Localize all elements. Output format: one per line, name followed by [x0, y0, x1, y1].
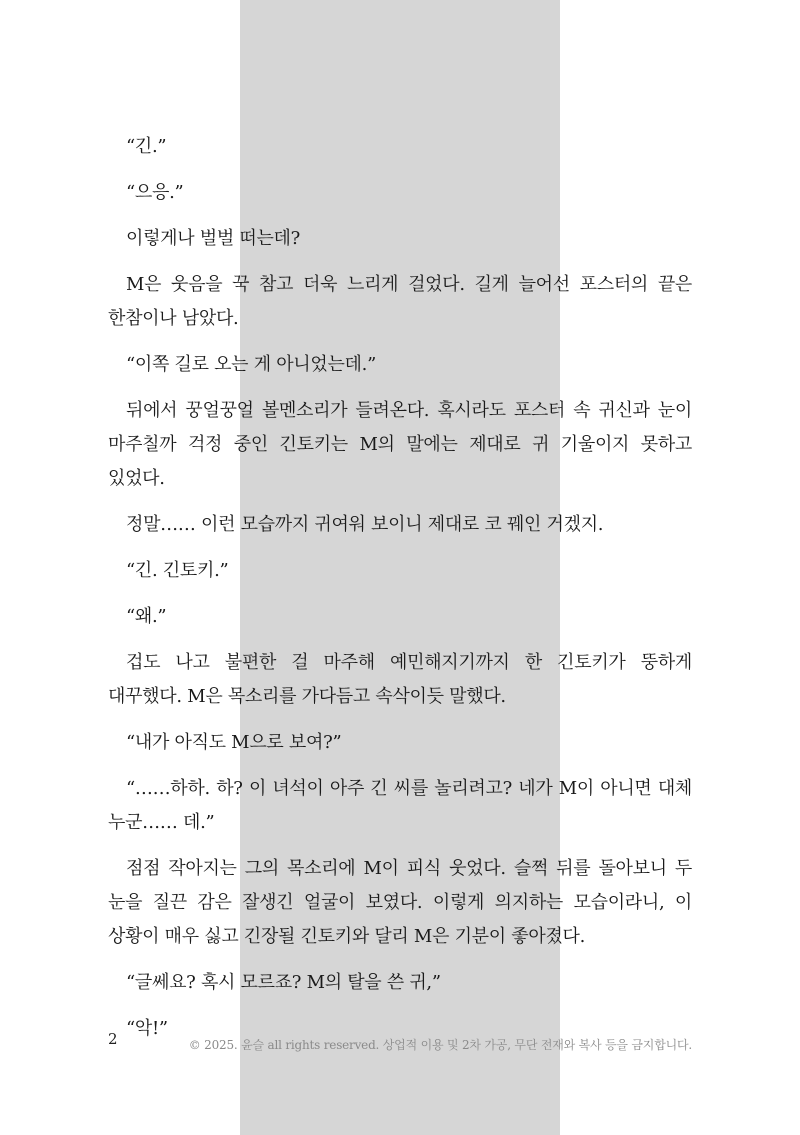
paragraph: 정말…… 이런 모습까지 귀여워 보이니 제대로 코 꿰인 거겠지. [126, 514, 604, 535]
paragraph: “긴. 긴토키.” [126, 560, 229, 581]
copyright-notice: © 2025. 윤슬 all rights reserved. 상업적 이용 및 2차 가공, 무단 전재와 복사 등을 금지합니다. [188, 1038, 692, 1052]
paragraph: “악!” [126, 1018, 168, 1039]
paragraph: “왜.” [126, 606, 167, 627]
paragraph: 점점 작아지는 그의 목소리에 M이 피식 웃었다. 슬쩍 뒤를 돌아보니 두 눈을 질끈 감은 잘생긴 얼굴이 보였다. 이렇게 의지하는 모습이라니, 이 상황이 매우 싫고 긴장될 긴토키와 달리 M은 기분이 좋아졌다. [108, 858, 692, 947]
page-footer [108, 1030, 692, 1054]
page-body [108, 130, 692, 1058]
paragraph: “내가 아직도 M으로 보여?” [126, 732, 342, 753]
paragraph: 겁도 나고 불편한 걸 마주해 예민해지기까지 한 긴토키가 뚱하게 대꾸했다. M은 목소리를 가다듬고 속삭이듯 말했다. [108, 652, 692, 707]
paragraph: “으응.” [126, 182, 184, 203]
page-number: 2 [108, 1030, 118, 1048]
paragraph: “……하하. 하? 이 녀석이 아주 긴 씨를 놀리려고? 네가 M이 아니면 대체 누군…… 데.” [108, 778, 692, 833]
paragraph: 이렇게나 벌벌 떠는데? [126, 228, 300, 249]
paragraph: 뒤에서 꿍얼꿍얼 볼멘소리가 들려온다. 혹시라도 포스터 속 귀신과 눈이 마주칠까 걱정 중인 긴토키는 M의 말에는 제대로 귀 기울이지 못하고 있었다. [108, 400, 692, 489]
paragraph: “글쎄요? 혹시 모르죠? M의 탈을 쓴 귀,” [126, 972, 441, 993]
paragraph: M은 웃음을 꾹 참고 더욱 느리게 걸었다. 길게 늘어선 포스터의 끝은 한참이나 남았다. [108, 274, 692, 329]
paragraph: “이쪽 길로 오는 게 아니었는데.” [126, 354, 376, 375]
paragraph: “긴.” [126, 136, 167, 157]
